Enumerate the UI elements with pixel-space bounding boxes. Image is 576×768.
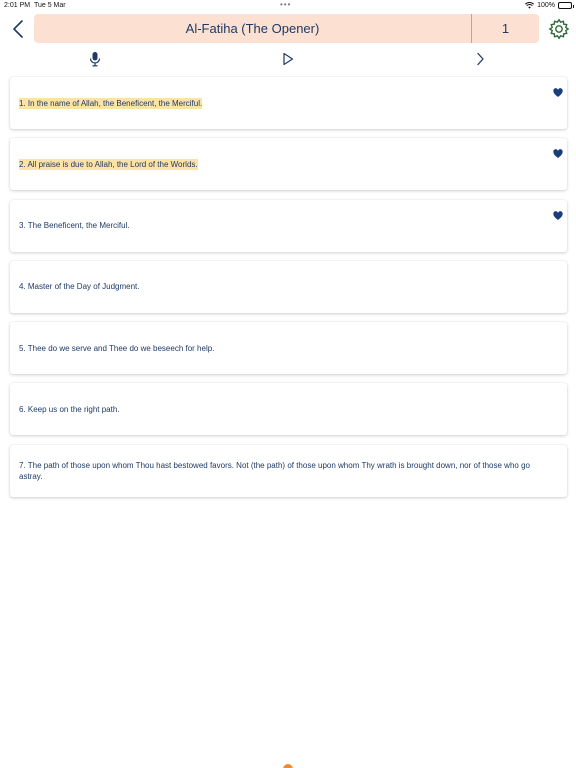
header [0, 14, 576, 44]
verse-text: 6. Keep us on the right path. [19, 404, 120, 414]
status-time: 2:01 PM Tue 5 Mar [4, 2, 66, 9]
verse-text: 7. The path of those upon whom Thou hast bestowed favors. Not (the path) of those upon whom Thy wrath is brought down, nor of those who go astray. [19, 460, 530, 481]
verse-number-selector[interactable]: 1 [501, 21, 510, 36]
verse-card[interactable] [10, 322, 567, 374]
battery-icon [558, 2, 572, 9]
verse-text: 4. Master of the Day of Judgment. [19, 282, 140, 292]
chevron-left-icon [12, 19, 24, 39]
verse-text: 1. In the name of Allah, the Beneficent, the Merciful. [19, 98, 203, 108]
multitasking-dots-icon[interactable]: ••• [280, 0, 292, 9]
battery-percent: 100% [537, 2, 555, 9]
status-bar [0, 0, 576, 12]
next-surah-button[interactable] [471, 50, 489, 68]
play-button[interactable] [279, 50, 297, 68]
verse-text: 2. All praise is due to Allah, the Lord of the Worlds. [19, 159, 198, 169]
verse-text: 3. The Beneficent, the Merciful. [19, 221, 130, 231]
verse-card[interactable] [10, 138, 567, 190]
playback-toolbar [0, 48, 576, 70]
recite-button[interactable] [86, 50, 104, 68]
wifi-icon [525, 2, 534, 9]
verse-card[interactable] [10, 383, 567, 435]
settings-button[interactable] [548, 18, 570, 40]
surah-title[interactable]: Al-Fatiha (The Opener) [185, 21, 320, 36]
heart-icon[interactable] [553, 85, 563, 95]
surah-title-bar[interactable] [34, 14, 539, 43]
heart-icon[interactable] [553, 208, 563, 218]
status-right [525, 2, 572, 9]
microphone-icon [89, 51, 101, 67]
chevron-right-icon [475, 52, 485, 66]
verse-card[interactable] [10, 200, 567, 252]
verse-card[interactable] [10, 261, 567, 313]
play-icon [282, 52, 294, 66]
heart-icon[interactable] [553, 146, 563, 156]
verse-card[interactable] [10, 77, 567, 129]
gear-icon [548, 18, 570, 40]
page-indicator-dot [283, 764, 293, 768]
verse-text: 5. Thee do we serve and Thee do we beseech for help. [19, 343, 215, 353]
verse-list [10, 77, 567, 506]
back-button[interactable] [8, 17, 28, 41]
verse-card[interactable] [10, 445, 567, 497]
